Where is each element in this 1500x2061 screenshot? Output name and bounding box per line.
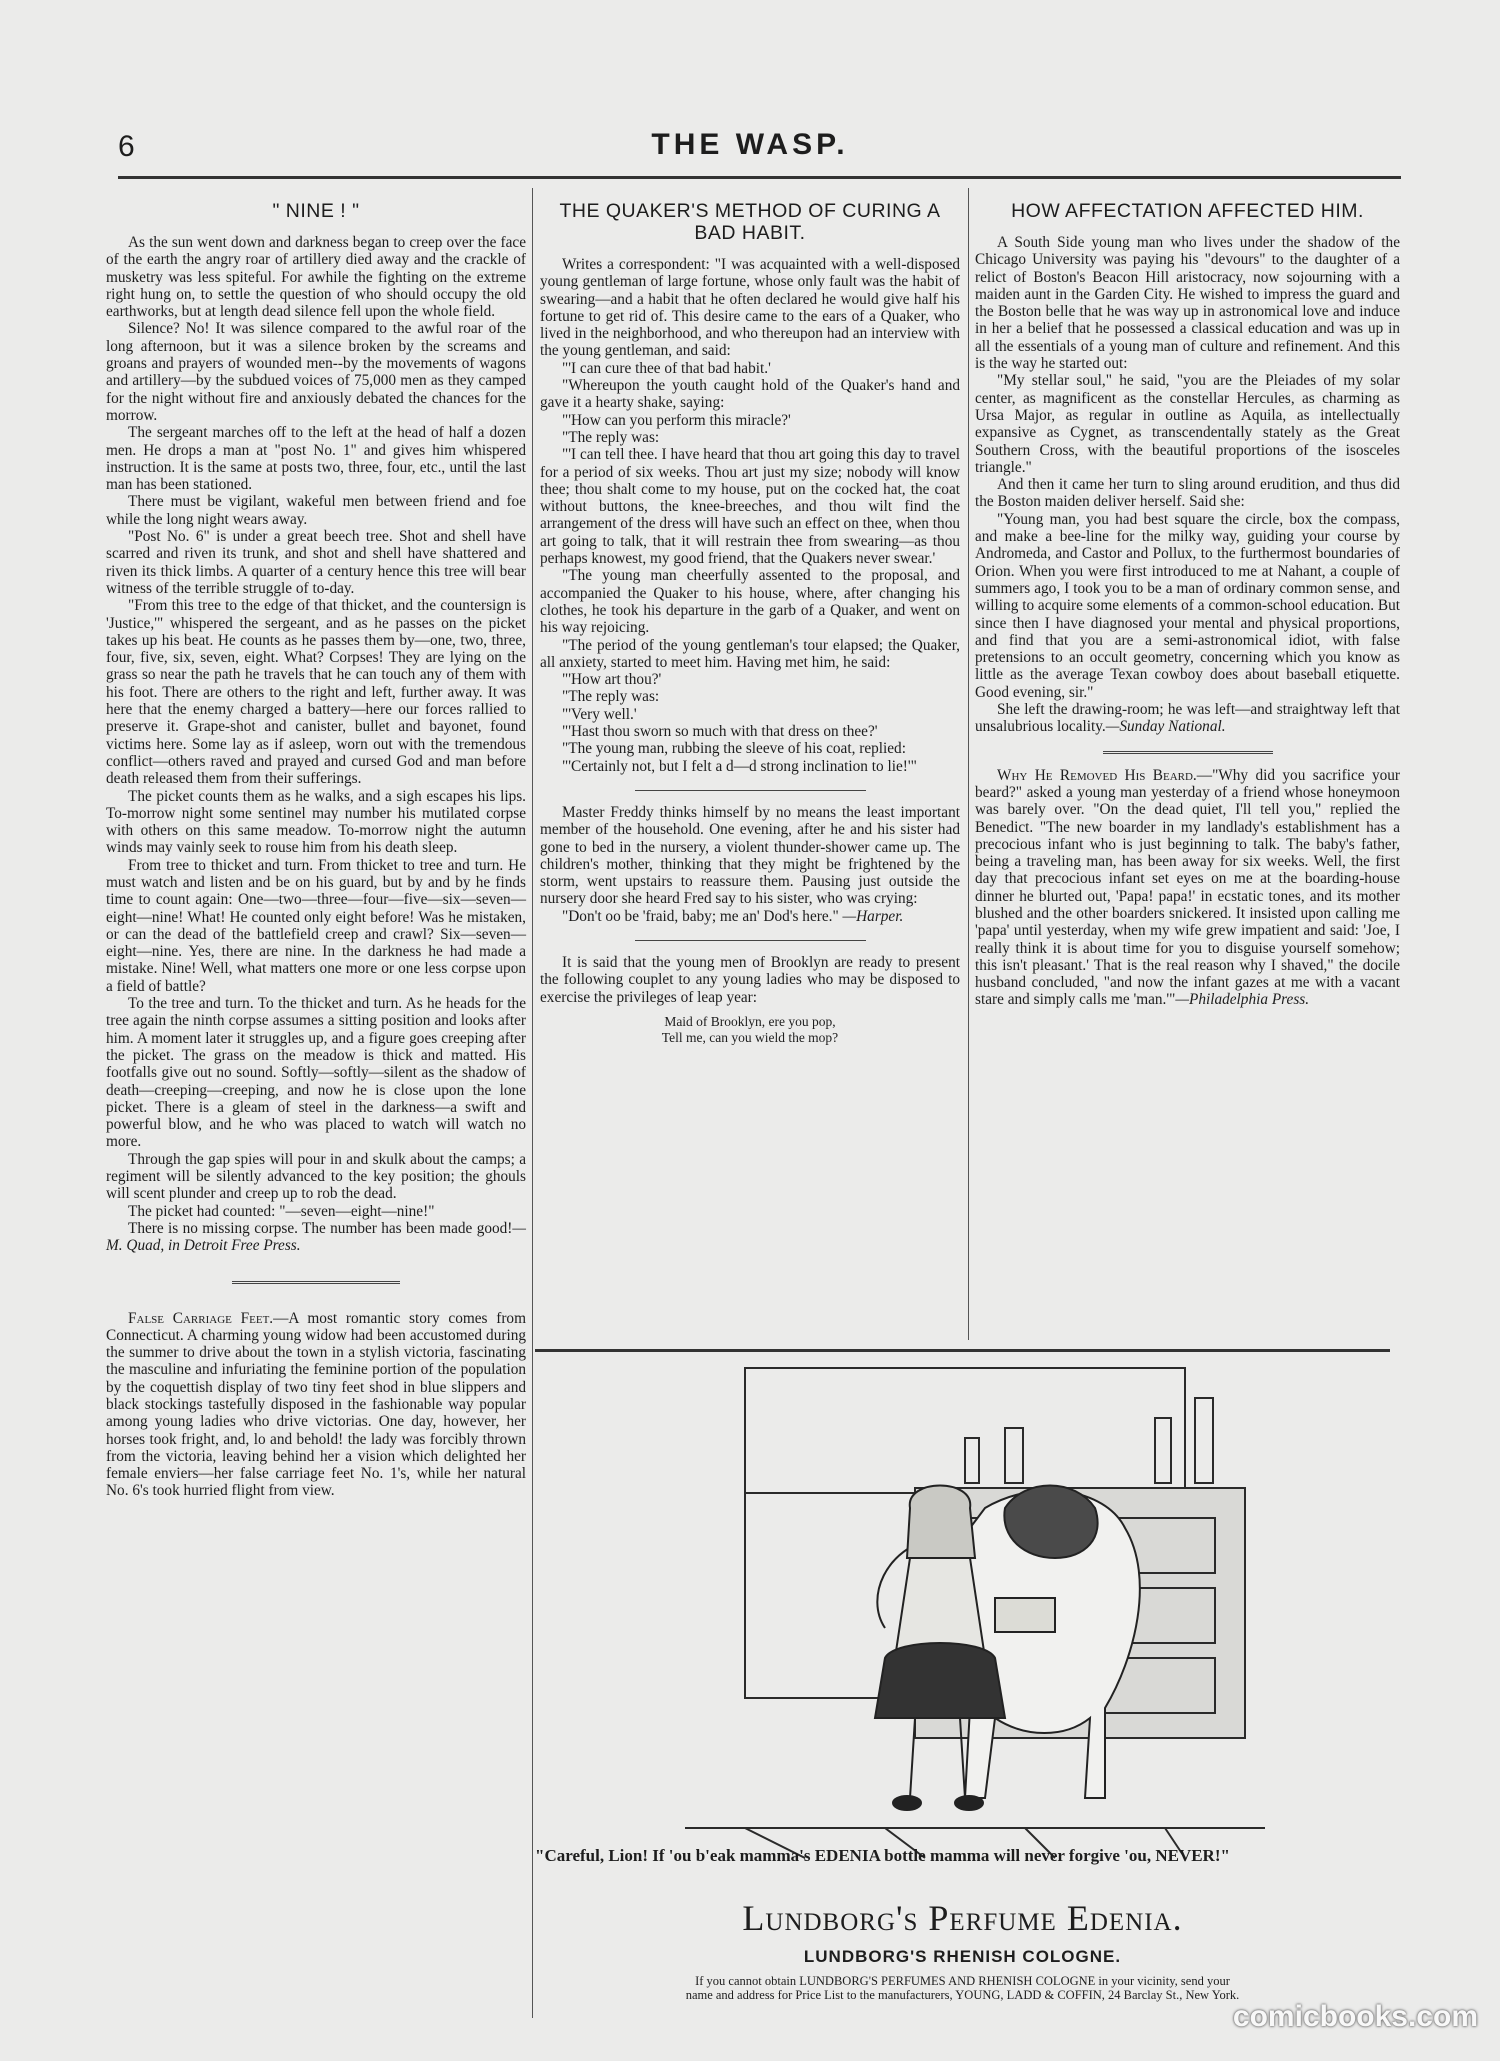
paragraph-text: —"Why did you sacrifice your beard?" asked a young man yesterday of a friend whose honeymoon was barely over. "On the dead quiet, I'll tell you," replied the Benedict. "The new boarder in my landlady's establishment has a precocious infant who is just beginning to talk. The baby's father, being a traveling man, has been away for six weeks. Well, the first day that precocious infant set eyes on me at the boarding-house dinner he blurted out, 'Papa! papa!' in ecstatic tones, and its mother blushed and the other boarders snickered. It insisted upon calling me 'papa' until yesterday, when my wife grew impatient and said: 'Joe, I really think it is about time for you to disguise yourself somehow; this isn't pleasant.' That is the real reason why I shaved," the docile husband concluded, "and now the infant gazes at me with a vacant stare and simply calls me 'man.'" xyxy=(975,766,1400,1009)
attribution: —Philadelphia Press. xyxy=(1175,991,1310,1009)
paragraph: "The reply was: xyxy=(562,428,660,446)
quote: "Don't oo be 'fraid, baby; me an' Dod's here." xyxy=(562,907,839,925)
paragraph: There must be vigilant, wakeful men between friend and foe while the long night wears away. xyxy=(106,493,526,528)
ad-subtitle: LUNDBORG'S RHENISH COLOGNE. xyxy=(803,1947,1122,1966)
ad-footer-line: If you cannot obtain LUNDBORG'S PERFUMES AND RHENISH COLOGNE in your vicinity, send your xyxy=(695,1974,1230,1988)
paragraph-text: There is no missing corpse. The number has been made good! xyxy=(128,1219,513,1237)
paragraph xyxy=(975,701,1400,736)
paragraph: "The young man, rubbing the sleeve of his coat, replied: xyxy=(562,740,906,758)
perfume-advertisement xyxy=(535,1352,1390,2012)
paragraph: A South Side young man who lives under the shadow of the Chicago University was paying his "devours" to the daughter of a relict of Boston's Beacon Hill aristocracy, now sojourning with a maiden aunt in the Garden City. He wished to impress the guard and the Boston belle that he was way up in astronomical love and induce in her a belief that he possessed a classical education and was up in all the essentials of a young man of culture and refinement. And this is the way he started out: xyxy=(975,234,1400,373)
paragraph: "The period of the young gentleman's tour elapsed; the Quaker, all anxiety, started to meet him. Having met him, he said: xyxy=(540,636,960,671)
paragraph: The picket had counted: "—seven—eight—nine!" xyxy=(128,1202,435,1220)
section-separator xyxy=(232,1281,400,1284)
ad-illustration xyxy=(685,1358,1265,1863)
paragraph: The sergeant marches off to the left at the head of half a dozen men. He drops a man at "post No. 1" and gives him whispered instruction. It is the same at posts two, three, four, etc., until the last man has been stationed. xyxy=(106,424,526,494)
attribution: —M. Quad, in Detroit Free Press. xyxy=(106,1219,526,1255)
paragraph: "'Hast thou sworn so much with that dress on thee?' xyxy=(562,723,878,741)
paragraph: Through the gap spies will pour in and skulk about the camps; a regiment will be silently advanced to the key position; the ghouls will scent plunder and creep up to rob the dead. xyxy=(106,1150,526,1203)
paragraph: From tree to thicket and turn. From thicket to tree and turn. He must watch and listen and be on his guard, but by and by he finds time to count again: One—two—three—four—five—six—seven—eight—nine! What! He counted only eight before! Was he mistaken, or can the dead of the battlefield creep and crawl? Six—seven—eight—nine. Yes, there are nine. In the darkness he had made a mistake. Nine! Well, what matters one more or one less corpse upon a field of battle? xyxy=(106,856,526,995)
paragraph: "Whereupon the youth caught hold of the Quaker's hand and gave it a hearty shake, saying: xyxy=(540,377,960,412)
ad-caption: "Careful, Lion! If 'ou b'eak mamma's EDENIA bottle mamma will never forgive 'ou, NEVER!" xyxy=(535,1846,1230,1865)
attribution: —Harper. xyxy=(842,907,904,925)
attribution: —Sunday National. xyxy=(1105,718,1226,736)
watermark: comicbooks.com xyxy=(1232,2000,1478,2033)
section-separator xyxy=(635,940,866,941)
verse xyxy=(540,1014,960,1046)
paragraph-text: She left the drawing-room; he was left—and straightway left that unsalubrious locality. xyxy=(975,701,1400,736)
paragraph: "The reply was: xyxy=(562,688,660,706)
paragraph xyxy=(975,767,1400,1009)
section-separator xyxy=(635,790,866,791)
paragraph: "From this tree to the edge of that thicket, and the countersign is 'Justice,'" whispered the sergeant, and as he passes on the picket takes up his beat. He counts as he passes them by—one, two, three, four, five, six, seven, eight. What? Corpses! They are lying on the grass so near the path he travels that he can touch any of them with his foot. There are others to the right and left, further away. It was here that the enemy charged a battery—here our forces rallied to preserve it. Grape-shot and canister, bullet and bayonet, found victims here. Some lay as if asleep, worn out with the tremendous conflict—others raved and prayed and cursed God and man before death released them from their sufferings. xyxy=(106,597,526,788)
item-heading: False Carriage Feet. xyxy=(128,1309,274,1327)
paragraph: "'How art thou?' xyxy=(562,671,662,689)
verse-line: Tell me, can you wield the mop? xyxy=(661,1029,839,1045)
masthead: THE WASP. xyxy=(651,128,849,161)
paragraph xyxy=(540,908,960,925)
paragraph: "'Very well.' xyxy=(562,705,637,723)
paragraph: As the sun went down and darkness began to creep over the face of the earth the angry roar of artillery died away and the crackle of musketry was less spiteful. For awhile the fighting on the extreme right hung on, to settle the question of who should occupy the old earthworks, but at length dead silence fell upon the whole field. xyxy=(106,234,526,321)
paragraph: "'I can tell thee. I have heard that thou art going this day to travel for a period of six weeks. Thou art just my size; nobody will know thee; thou shalt come to my house, put on the cocked hat, the coat without buttons, the knee-breeches, and thou wilt find the arrangement of the dress will have such an effect on thee, when thou art going to talk, that it will restrain thee from swearing—as thou perhaps knowest, my good friend, that the Quakers never swear.' xyxy=(540,446,960,568)
item-heading: Why He Removed His Beard. xyxy=(997,766,1197,784)
column-nine xyxy=(106,196,526,1500)
page-number: 6 xyxy=(118,130,135,163)
article-title-affectation: HOW AFFECTATION AFFECTED HIM. xyxy=(1011,200,1364,222)
header-rule xyxy=(118,176,1401,179)
paragraph-text: —A most romantic story comes from Connecticut. A charming young widow had been accustomed during the summer to drive about the town in a stylish victoria, fascinating the masculine and infuriating the feminine portion of the population by the coquettish display of two tiny feet shod in blue slippers and black stockings tastefully disposed in the fashionable way popular among young ladies who drive victorias. One day, however, her horses took fright, and, lo and behold! the lady was forcibly thrown from the victoria, leaving behind her a vision which delighted her female enviers—her false carriage feet No. 1's, while her natural No. 6's took hurried flight from view. xyxy=(106,1309,526,1500)
ad-title: Lundborg's Perfume Edenia. xyxy=(742,1898,1183,1938)
paragraph: Writes a correspondent: "I was acquainted with a well-disposed young gentleman of large fortune, whose only fault was the habit of swearing—and a habit that he often declared he would give half his fortune to get rid of. This desire came to the ears of a Quaker, who lived in the neighborhood, and who thereupon had an interview with the young gentleman, and said: xyxy=(540,256,960,360)
article-title-nine: " NINE ! " xyxy=(272,200,360,222)
paragraph: And then it came her turn to sling around erudition, and thus did the Boston maiden deliver herself. Said she: xyxy=(975,476,1400,511)
paragraph: "My stellar soul," he said, "you are the Pleiades of my solar center, as magnificent as the constellar Hercules, as charming as Ursa Major, as regular in outline as Aquila, as intellectually expansive as Cygnet, as transcendentally stately as the Great Southern Cross, with the beautiful proportions of the isosceles triangle." xyxy=(975,372,1400,476)
paragraph xyxy=(106,1310,526,1500)
column-divider xyxy=(532,188,533,2018)
paragraph: "Young man, you had best square the circle, box the compass, and make a bee-line for the milky way, guiding your course by Andromeda, and Castor and Pollux, to the furthermost boundaries of Orion. When you were first introduced to me at Nahant, a couple of summers ago, I took you to be a man of ordinary common sense, and willing to acquire some elements of a common-school education. But since then I have diagnosed your mental and physical proportions, and find that you are a semi-astronomical idiot, with false pretensions to an occult geometry, concerning which you know as little as the average Texan cowboy does about baseball etiquette. Good evening, sir." xyxy=(975,510,1400,701)
ad-footer xyxy=(535,1974,1390,2002)
paragraph: "Post No. 6" is under a great beech tree. Shot and shell have scarred and riven its trunk, and shot and shell have shattered and riven its thick limbs. A quarter of a century hence this tree will bear witness of the terrible struggle of to-day. xyxy=(106,528,526,597)
ad-footer-line: name and address for Price List to the manufacturers, YOUNG, LADD & COFFIN, 24 Barclay St., New York. xyxy=(685,1988,1240,2002)
column-quaker xyxy=(540,196,960,1046)
column-divider xyxy=(968,188,969,1340)
paragraph: It is said that the young men of Brooklyn are ready to present the following couplet to any young ladies who may be disposed to exercise the privileges of leap year: xyxy=(540,953,960,1006)
paragraph: To the tree and turn. To the thicket and turn. As he heads for the tree again the ninth corpse assumes a sitting position and looks after him. A moment later it struggles up, and a figure goes creeping after the picket. The grass on the meadow is thick and matted. His footfalls give out no sound. Softly—softly—silent as the shadow of death—creeping—creeping, and now he is close upon the lone picket. There is a gleam of steel in the darkness—a swift and powerful blow, and he who was placed to watch will watch no more. xyxy=(106,995,526,1151)
paragraph: "The young man cheerfully assented to the proposal, and accompanied the Quaker to his house, where, after changing his clothes, he took his departure in the garb of a Quaker, and went on his way rejoicing. xyxy=(540,567,960,637)
column-affectation xyxy=(975,196,1400,1009)
paragraph xyxy=(106,1220,526,1255)
paragraph: "'Certainly not, but I felt a d—d strong inclination to lie!'" xyxy=(562,757,917,775)
verse-line: Maid of Brooklyn, ere you pop, xyxy=(664,1013,836,1029)
paragraph: Master Freddy thinks himself by no means the least important member of the household. One evening, after he and his sister had gone to bed in the nursery, a violent thunder-shower came up. The children's mother, thinking that they might be frightened by the storm, went upstairs to reassure them. Pausing just outside the nursery door she heard Fred say to his sister, who was crying: xyxy=(540,803,960,908)
paragraph: The picket counts them as he walks, and a sigh escapes his lips. To-morrow night some sentinel may number his mutilated corpse with others on this same meadow. To-morrow night the autumn winds may vainly seek to rouse him from his death sleep. xyxy=(106,787,526,857)
section-separator xyxy=(1103,751,1273,754)
paragraph: Silence? No! It was silence compared to the awful roar of the long afternoon, but it was a silence broken by the screams and groans and prayers of wounded men--by the movements of wagons and artillery—by the subdued voices of 75,000 men as they camped for the night without fire and anxiously debated the chances for the morrow. xyxy=(106,320,526,424)
article-title-quaker: THE QUAKER'S METHOD OF CURING A BAD HABIT. xyxy=(559,200,941,244)
paragraph: "'I can cure thee of that bad habit.' xyxy=(562,359,771,377)
paragraph: "'How can you perform this miracle?' xyxy=(562,411,791,429)
